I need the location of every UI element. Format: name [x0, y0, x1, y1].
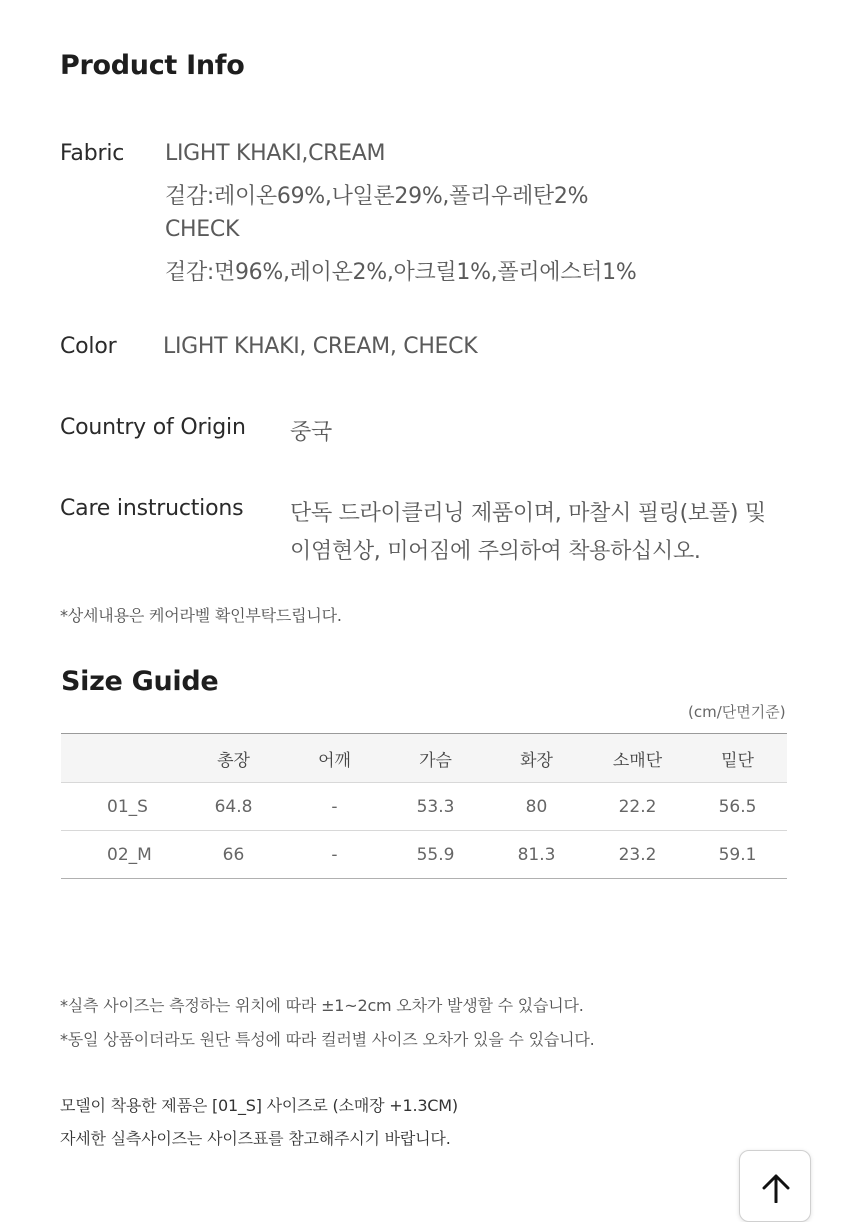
- table-cell: 80: [486, 783, 587, 831]
- size-table: [61, 733, 787, 879]
- header-total-length: 총장: [183, 734, 284, 783]
- scroll-top-button[interactable]: [739, 1150, 811, 1222]
- header-cuff: 소매단: [587, 734, 688, 783]
- care-label: Care instructions: [60, 496, 244, 521]
- header-hem: 밑단: [688, 734, 787, 783]
- table-cell: 66: [183, 831, 284, 879]
- unit-note: (cm/단면기준): [688, 703, 786, 721]
- fabric-line-2: 겉감:레이온69%,나일론29%,폴리우레탄2%: [165, 184, 589, 209]
- header-chest: 가슴: [385, 734, 486, 783]
- size-label-cell: 02_M: [61, 831, 183, 879]
- fabric-line-3: CHECK: [165, 217, 240, 242]
- origin-value: 중국: [290, 420, 332, 445]
- care-note: *상세내용은 케어라벨 확인부탁드립니다.: [60, 606, 342, 625]
- fabric-label: Fabric: [60, 141, 125, 166]
- table-row: [61, 831, 787, 879]
- table-row: [61, 783, 787, 831]
- table-cell: 56.5: [688, 783, 787, 831]
- header-cell-blank: [61, 734, 183, 783]
- table-cell: 23.2: [587, 831, 688, 879]
- table-cell: 81.3: [486, 831, 587, 879]
- size-label-cell: 01_S: [61, 783, 183, 831]
- fabric-line-1: LIGHT KHAKI,CREAM: [165, 141, 386, 166]
- size-note-2: *동일 상품이더라도 원단 특성에 따라 컬러별 사이즈 오차가 있을 수 있습니다.: [60, 1030, 595, 1049]
- product-info-title: Product Info: [60, 50, 245, 81]
- table-cell: 55.9: [385, 831, 486, 879]
- table-cell: 53.3: [385, 783, 486, 831]
- header-shoulder: 어깨: [284, 734, 385, 783]
- color-value: LIGHT KHAKI, CREAM, CHECK: [163, 334, 478, 359]
- care-line-2: 이염현상, 미어짐에 주의하여 착용하십시오.: [290, 539, 701, 564]
- table-cell: -: [284, 783, 385, 831]
- size-guide-title: Size Guide: [61, 666, 219, 697]
- color-label: Color: [60, 334, 117, 359]
- care-line-1: 단독 드라이클리닝 제품이며, 마찰시 필링(보풀) 및: [290, 501, 766, 526]
- fabric-line-4: 겉감:면96%,레이온2%,아크릴1%,폴리에스터1%: [165, 260, 637, 285]
- model-note-1: 모델이 착용한 제품은 [01_S] 사이즈로 (소매장 +1.3CM): [60, 1096, 458, 1115]
- size-table-header: [61, 734, 787, 783]
- origin-label: Country of Origin: [60, 415, 246, 440]
- model-note-2: 자세한 실측사이즈는 사이즈표를 참고해주시기 바랍니다.: [60, 1129, 451, 1148]
- table-cell: -: [284, 831, 385, 879]
- header-sleeve-length: 화장: [486, 734, 587, 783]
- table-cell: 22.2: [587, 783, 688, 831]
- table-cell: 59.1: [688, 831, 787, 879]
- size-note-1: *실측 사이즈는 측정하는 위치에 따라 ±1~2cm 오차가 발생할 수 있습니다.: [60, 996, 584, 1015]
- arrow-up-icon: [760, 1173, 792, 1203]
- table-cell: 64.8: [183, 783, 284, 831]
